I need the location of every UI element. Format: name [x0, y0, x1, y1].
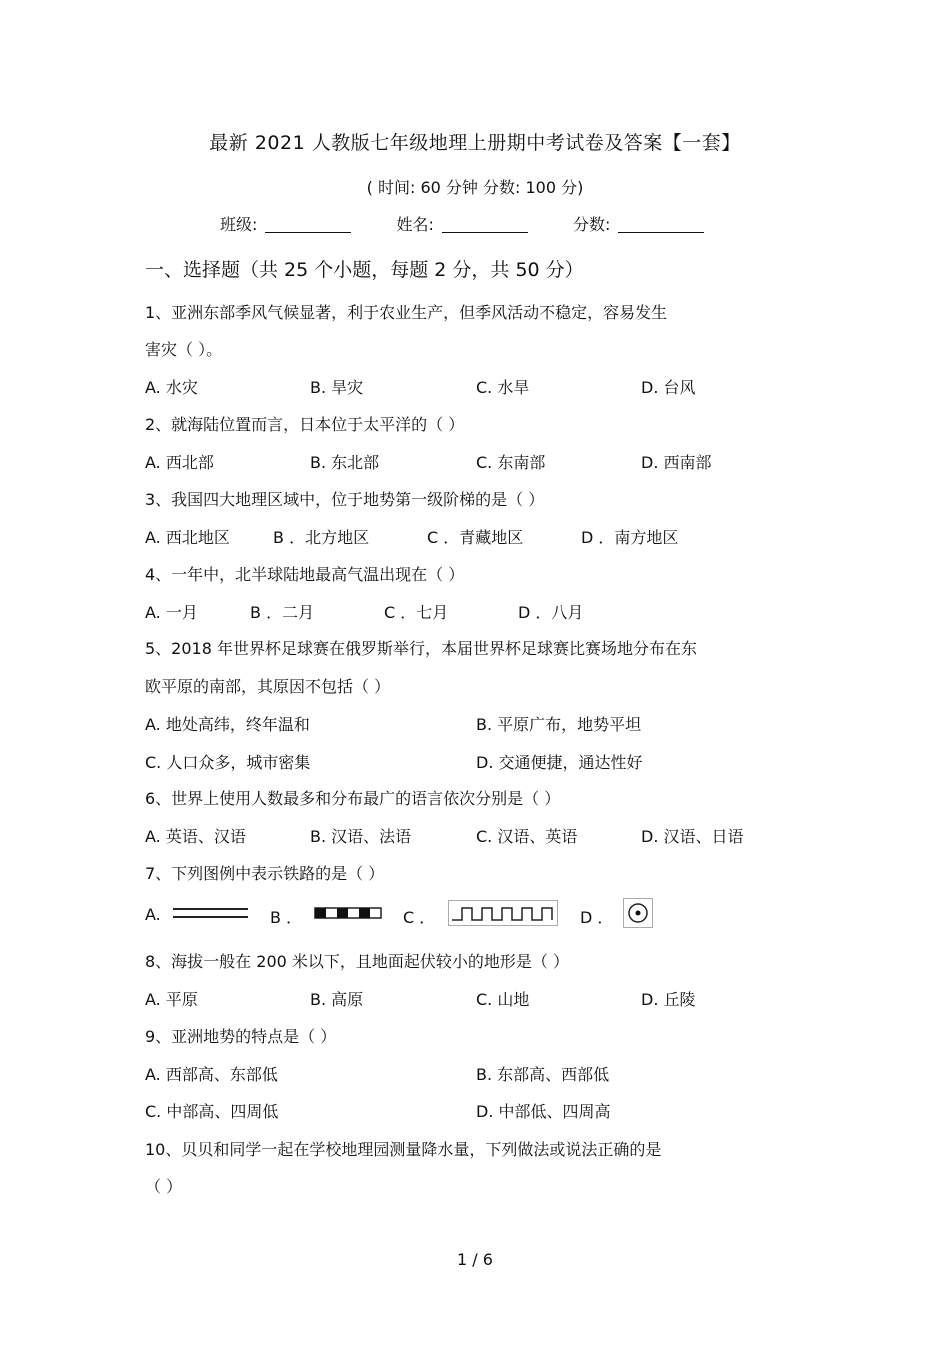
- city-legend-icon: [623, 898, 653, 928]
- exam-info: ( 时间: 60 分钟 分数: 100 分): [366, 178, 584, 197]
- question-5-line-1: 5、2018 年世界杯足球赛在俄罗斯举行，本届世界杯足球赛比赛场地分布在东: [145, 639, 697, 658]
- q4-option-b[interactable]: B ．二月: [250, 603, 315, 622]
- question-3: 3、我国四大地理区域中，位于地势第一级阶梯的是（ ）: [145, 490, 545, 509]
- score-field: [573, 212, 704, 235]
- q4-option-c[interactable]: C ．七月: [384, 603, 449, 622]
- q3-option-b[interactable]: B ．北方地区: [273, 528, 370, 547]
- q2-option-a[interactable]: A. 西北部: [145, 453, 214, 472]
- question-8: 8、海拔一般在 200 米以下，且地面起伏较小的地形是（ ）: [145, 952, 569, 971]
- q6-option-b[interactable]: B. 汉语、法语: [310, 827, 412, 846]
- q3-option-d[interactable]: D ．南方地区: [581, 528, 679, 547]
- name-blank[interactable]: [442, 216, 528, 233]
- student-info-fields: [220, 212, 704, 235]
- question-1-line-2: 害灾（ ）。: [145, 340, 223, 359]
- question-2: 2、就海陆位置而言，日本位于太平洋的（ ）: [145, 415, 465, 434]
- question-7: 7、下列图例中表示铁路的是（ ）: [145, 864, 385, 883]
- q3-option-c[interactable]: C ．青藏地区: [427, 528, 524, 547]
- name-field: [397, 212, 528, 235]
- q7-option-a[interactable]: A.: [145, 905, 161, 924]
- q2-option-b[interactable]: B. 东北部: [310, 453, 380, 472]
- q8-option-a[interactable]: A. 平原: [145, 990, 198, 1009]
- class-field: [220, 212, 351, 235]
- railway-legend-icon: [313, 905, 383, 921]
- q9-option-a[interactable]: A. 西部高、东部低: [145, 1065, 278, 1084]
- q6-option-d[interactable]: D. 汉语、日语: [641, 827, 744, 846]
- document-title: 最新 2021 人教版七年级地理上册期中考试卷及答案【一套】: [209, 132, 741, 154]
- question-9: 9、亚洲地势的特点是（ ）: [145, 1027, 337, 1046]
- q3-option-a[interactable]: A. 西北地区: [145, 528, 230, 547]
- q1-option-b[interactable]: B. 旱灾: [310, 378, 364, 397]
- class-label: 班级:: [220, 215, 258, 234]
- q8-option-b[interactable]: B. 高原: [310, 990, 364, 1009]
- q7-option-c[interactable]: C ．: [403, 908, 436, 927]
- section-heading: 一、选择题（共 25 个小题，每题 2 分，共 50 分）: [145, 259, 584, 281]
- q1-option-c[interactable]: C. 水旱: [476, 378, 530, 397]
- q4-option-a[interactable]: A. 一月: [145, 603, 198, 622]
- question-5-line-2: 欧平原的南部，其原因不包括（ ）: [145, 677, 391, 696]
- q8-option-d[interactable]: D. 丘陵: [641, 990, 696, 1009]
- name-label: 姓名:: [396, 215, 434, 234]
- q6-option-a[interactable]: A. 英语、汉语: [145, 827, 246, 846]
- q2-option-d[interactable]: D. 西南部: [641, 453, 712, 472]
- q9-option-b[interactable]: B. 东部高、西部低: [476, 1065, 610, 1084]
- q9-option-c[interactable]: C. 中部高、四周低: [145, 1102, 279, 1121]
- q1-option-d[interactable]: D. 台风: [641, 378, 696, 397]
- q6-option-c[interactable]: C. 汉语、英语: [476, 827, 578, 846]
- q9-option-d[interactable]: D. 中部低、四周高: [476, 1102, 611, 1121]
- question-10-line-2: （ ）: [145, 1177, 183, 1196]
- q8-option-c[interactable]: C. 山地: [476, 990, 530, 1009]
- double-line-legend-icon: [171, 903, 251, 923]
- score-label: 分数:: [573, 215, 611, 234]
- question-4: 4、一年中，北半球陆地最高气温出现在（ ）: [145, 565, 465, 584]
- question-1-line-1: 1、亚洲东部季风气候显著，利于农业生产，但季风活动不稳定，容易发生: [145, 303, 668, 322]
- q4-option-d[interactable]: D ．八月: [518, 603, 584, 622]
- score-blank[interactable]: [618, 216, 704, 233]
- q7-option-b[interactable]: B ．: [270, 908, 303, 927]
- question-10-line-1: 10、贝贝和同学一起在学校地理园测量降水量，下列做法或说法正确的是: [145, 1140, 662, 1159]
- wall-legend-icon: [448, 900, 558, 926]
- q5-option-a[interactable]: A. 地处高纬，终年温和: [145, 715, 310, 734]
- q7-option-d[interactable]: D ．: [580, 908, 614, 927]
- q5-option-b[interactable]: B. 平原广布，地势平坦: [476, 715, 642, 734]
- q5-option-c[interactable]: C. 人口众多，城市密集: [145, 753, 311, 772]
- q5-option-d[interactable]: D. 交通便捷，通达性好: [476, 753, 643, 772]
- question-6: 6、世界上使用人数最多和分布最广的语言依次分别是（ ）: [145, 789, 561, 808]
- q2-option-c[interactable]: C. 东南部: [476, 453, 546, 472]
- q1-option-a[interactable]: A. 水灾: [145, 378, 198, 397]
- class-blank[interactable]: [265, 216, 351, 233]
- page-number: 1 / 6: [457, 1250, 493, 1269]
